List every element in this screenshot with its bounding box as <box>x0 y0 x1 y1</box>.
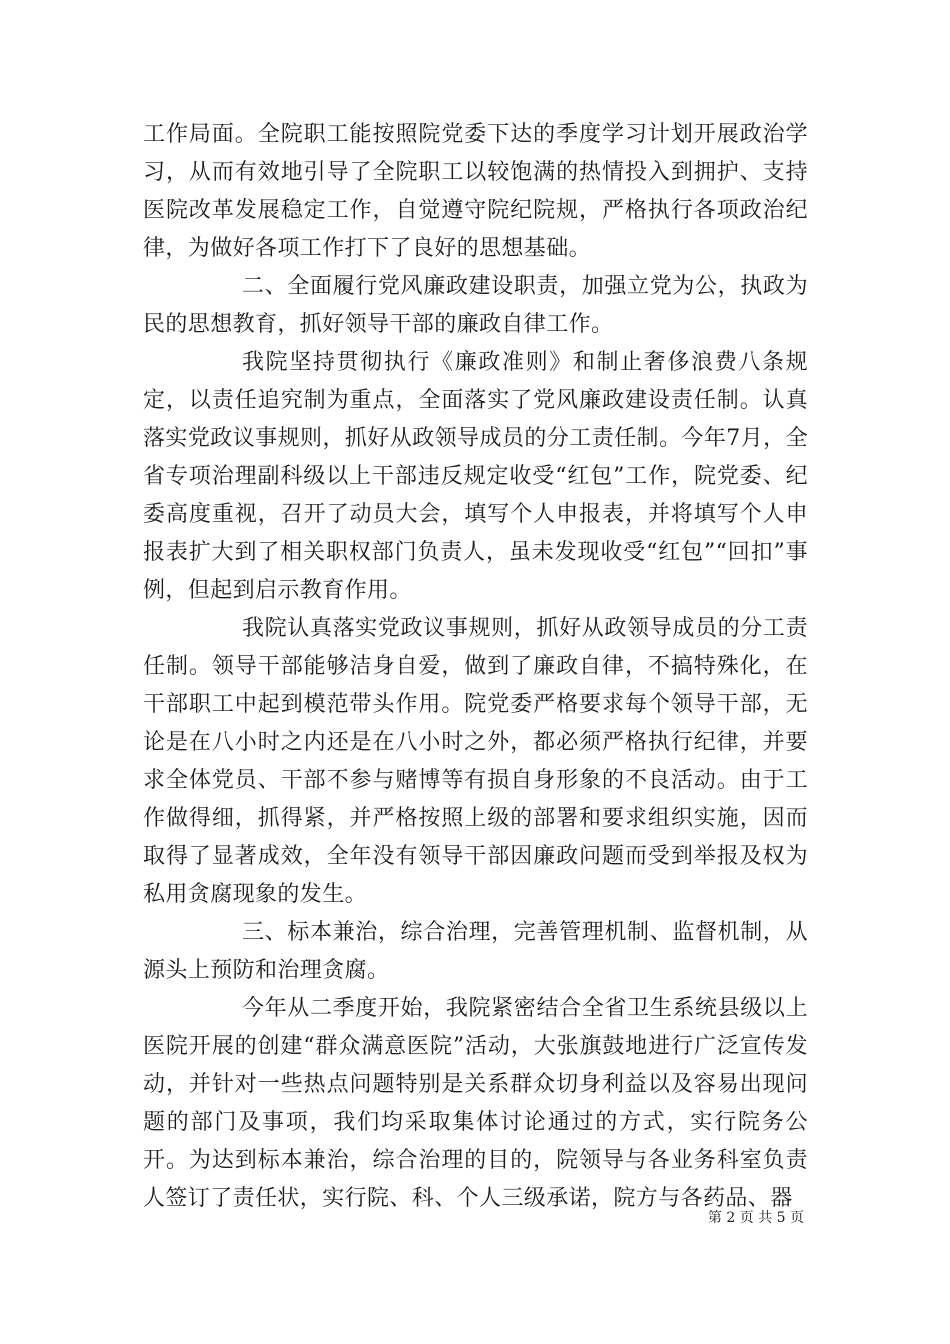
section-heading-2: 二、全面履行党风廉政建设职责，加强立党为公，执政为民的思想教育，抓好领导干部的廉政自律工作。 <box>143 274 808 337</box>
paragraph-hospital-campaign: 今年从二季度开始，我院紧密结合全省卫生系统县级以上医院开展的创建“群众满意医院”活动，大张旗鼓地进行广泛宣传发动，并针对一些热点问题特别是关系群众切身利益以及容易出现问题的部门及事项，我们均采取集体讨论通过的方式，实行院务公开。为达到标本兼治，综合治理的目的，院领导与各业务科室负责人签订了责任状，实行院、科、个人三级承诺，院方与各药品、器 <box>143 996 808 1211</box>
section-heading-3: 三、标本兼治，综合治理，完善管理机制、监督机制，从源头上预防和治理贪腐。 <box>143 920 808 983</box>
document-body <box>143 116 808 1218</box>
page-number-footer: 第 2 页 共 5 页 <box>707 1210 804 1226</box>
paragraph-integrity-rules: 我院坚持贯彻执行《廉政准则》和制止奢侈浪费八条规定，以责任追究制为重点，全面落实了党风廉政建设责任制。认真落实党政议事规则，抓好从政领导成员的分工责任制。今年7月，全省专项治理副科级以上干部违反规定收受“红包”工作，院党委、纪委高度重视，召开了动员大会，填写个人申报表，并将填写个人申报表扩大到了相关职权部门负责人，虽未发现收受“红包”“回扣”事例，但起到启示教育作用。 <box>143 350 808 603</box>
paragraph-leadership-discipline: 我院认真落实党政议事规则，抓好从政领导成员的分工责任制。领导干部能够洁身自爱，做到了廉政自律，不搞特殊化，在干部职工中起到模范带头作用。院党委严格要求每个领导干部，无论是在八小时之内还是在八小时之外，都必须严格执行纪律，并要求全体党员、干部不参与赌博等有损自身形象的不良活动。由于工作做得细，抓得紧，并严格按照上级的部署和要求组织实施，因而取得了显著成效，全年没有领导干部因廉政问题而受到举报及权为私用贪腐现象的发生。 <box>143 616 808 907</box>
paragraph-continuation: 工作局面。全院职工能按照院党委下达的季度学习计划开展政治学习，从而有效地引导了全院职工以较饱满的热情投入到拥护、支持医院改革发展稳定工作，自觉遵守院纪院规，严格执行各项政治纪律，为做好各项工作打下了良好的思想基础。 <box>143 122 808 261</box>
